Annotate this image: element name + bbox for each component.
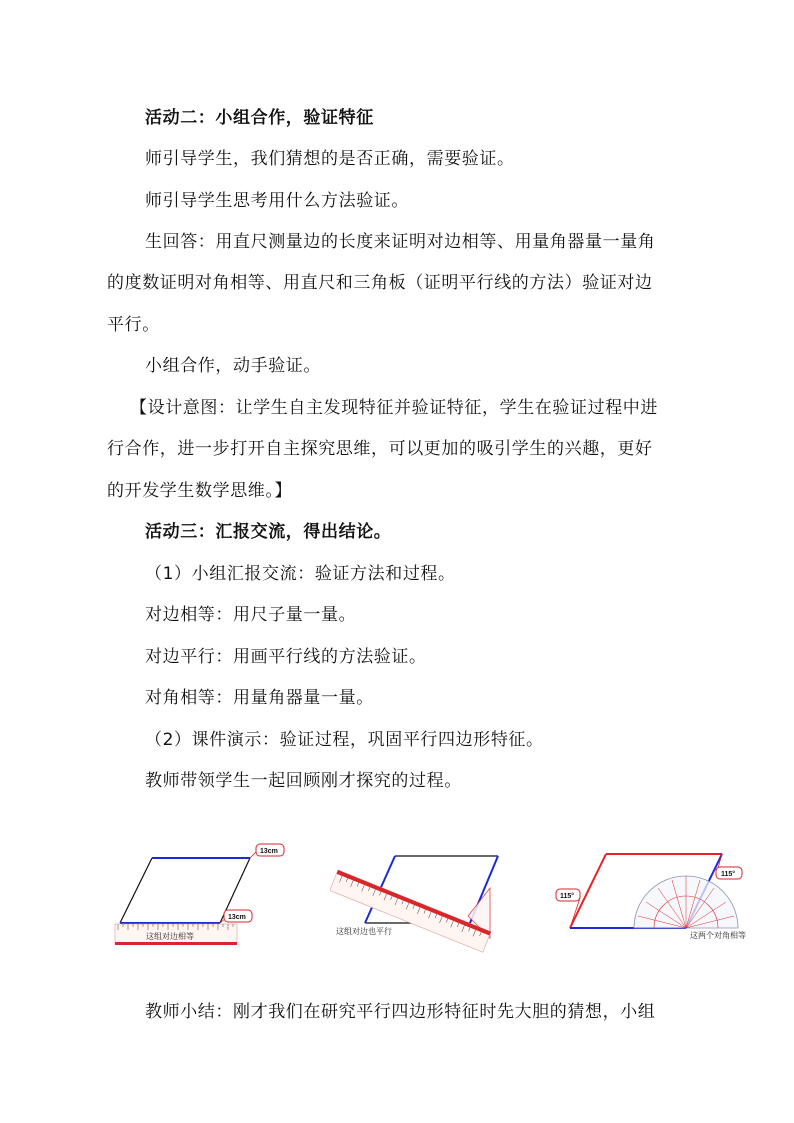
figure-sides-parallel — [330, 848, 500, 960]
paragraph-line: 平行。 — [107, 315, 160, 335]
angle-tag-left-label: 115° — [560, 893, 575, 900]
paragraph-line: 教师小结：刚才我们在研究平行四边形特征时先大胆的猜想，小组 — [145, 1002, 656, 1022]
paragraph-line: （2）课件演示：验证过程，巩固平行四边形特征。 — [145, 730, 544, 750]
design-intent-line: 【设计意图：让学生自主发现特征并验证特征，学生在验证过程中进 — [130, 398, 658, 418]
paragraph-line: 对边相等：用尺子量一量。 — [145, 605, 357, 625]
paragraph-line: 对角相等：用量角器量一量。 — [145, 688, 374, 708]
paragraph-line: 对边平行：用画平行线的方法验证。 — [145, 647, 427, 667]
heading-activity-three: 活动三：汇报交流，得出结论。 — [145, 522, 392, 542]
paragraph-line: 生回答：用直尺测量边的长度来证明对边相等、用量角器量一量角 — [145, 232, 656, 252]
angle-tag-right-label: 115° — [721, 871, 736, 878]
caption-sides-equal: 这组对边相等 — [146, 932, 194, 941]
heading-activity-two: 活动二：小组合作，验证特征 — [145, 108, 374, 128]
paragraph-line: 教师带领学生一起回顾刚才探究的过程。 — [145, 771, 462, 791]
design-intent-line: 的开发学生数学思维。】 — [107, 481, 293, 501]
paragraph-line: 小组合作，动手验证。 — [145, 356, 321, 376]
measure-tag-bottom-label: 13cm — [228, 914, 246, 921]
figure-sides-equal — [110, 838, 290, 953]
paragraph-line: 的度数证明对角相等、用直尺和三角板（证明平行线的方法）验证对边 — [107, 273, 653, 293]
figure-angles-equal — [550, 846, 755, 946]
design-intent-line: 行合作，进一步打开自主探究思维，可以更加的吸引学生的兴趣，更好 — [107, 439, 653, 459]
measure-tag-top-label: 13cm — [260, 848, 278, 855]
caption-angles-equal: 这两个对角相等 — [690, 931, 746, 940]
paragraph-line: （1）小组汇报交流：验证方法和过程。 — [145, 564, 456, 584]
paragraph-line: 师引导学生思考用什么方法验证。 — [145, 191, 409, 211]
paragraph-line: 师引导学生，我们猜想的是否正确，需要验证。 — [145, 149, 515, 169]
caption-sides-parallel: 这组对边也平行 — [336, 927, 392, 936]
